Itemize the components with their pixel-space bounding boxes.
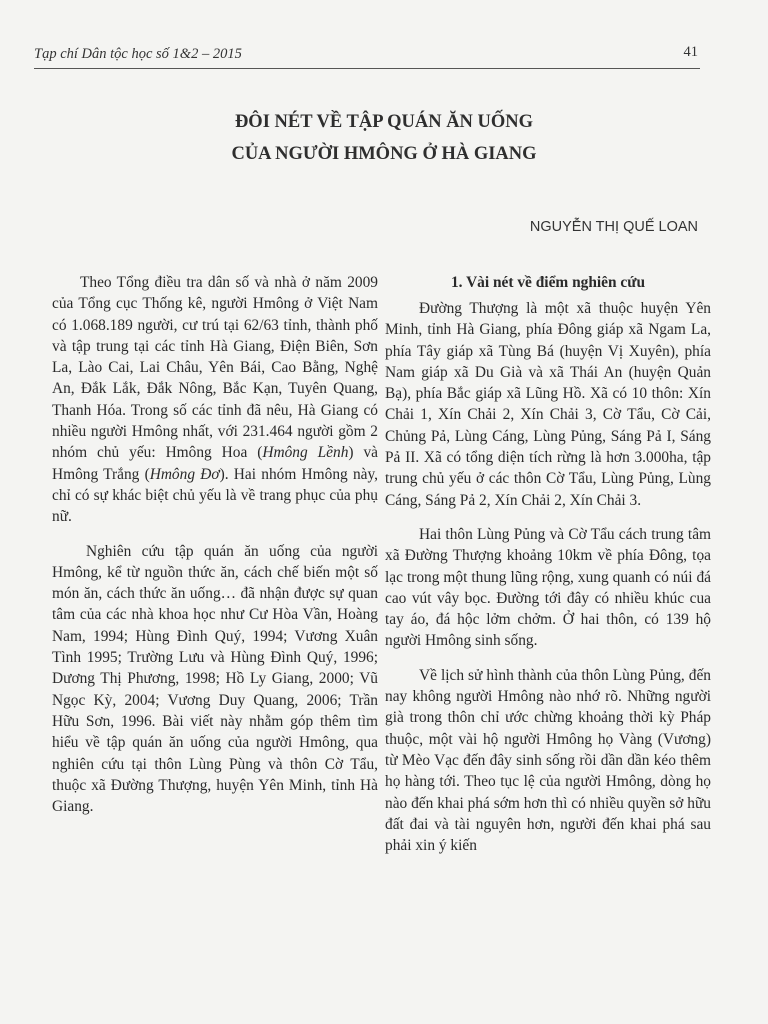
paragraph: Hai thôn Lùng Pủng và Cờ Tẩu cách trung tâm xã Đường Thượng khoảng 10km về phía Đông, tọa lạc trong một thung lũng rộng, xung quanh có núi đá cao vút vây bọc. Đường tới đây có nhiều khúc cua tay áo, đá hộc lởm chởm. Ở hai thôn, có 139 hộ người Hmông sinh sống. — [385, 525, 711, 650]
paragraph: Về lịch sử hình thành của thôn Lùng Pủng, đến nay không người Hmông nào nhớ rõ. Những người già trong thôn chỉ ước chừng khoảng thời kỳ Pháp thuộc, một vài hộ người Hmông họ Vàng (Vương) từ Mèo Vạc đến đây sinh sống rồi dần dần kéo thêm họ hàng tới. Theo tục lệ của người Hmông, dòng họ nào đến khai phá sớm hơn thì có nhiều quyền sở hữu đất đai và tài nguyên hơn, người đến khai phá sau phải xin ý kiến — [385, 666, 711, 855]
author-name: NGUYỄN THỊ QUẾ LOAN — [529, 219, 698, 235]
left-column — [52, 272, 378, 830]
text-run: ). Hai nhóm Hmông này, chỉ có sự khác biệt chủ yếu là về trang phục của phụ nữ. — [52, 465, 379, 526]
italic-term: Hmông Đơ — [149, 465, 220, 483]
italic-term: Hmông Lềnh — [262, 444, 349, 462]
article-title — [0, 106, 768, 170]
title-line-2: CỦA NGƯỜI HMÔNG Ở HÀ GIANG — [231, 144, 537, 164]
journal-name: Tạp chí Dân tộc học số 1&2 – 2015 — [34, 46, 242, 62]
paragraph — [52, 272, 378, 528]
section-heading: 1. Vài nét về điểm nghiên cứu — [450, 274, 646, 291]
paragraph: Nghiên cứu tập quán ăn uống của người Hmông, kể từ nguồn thức ăn, cách chế biến một số món ăn, cách thức ăn uống… đã nhận được sự quan tâm của các nhà khoa học như Cư Hòa Vần, Hoàng Nam, 1994; Hùng Đình Quý, 1994; Vương Xuân Tình 1995; Trường Lưu và Hùng Đình Quý, 1996; Dương Thị Phương, 1998; Hồ Ly Giang, 2000; Vũ Ngọc Kỳ, 2004; Vương Duy Quang, 2006; Trần Hữu Sơn, 1996. Bài viết này nhằm góp thêm tìm hiểu về tập quán ăn uống của người Hmông, qua nghiên cứu tại thôn Lùng Pùng và thôn Cờ Tẩu, thuộc xã Đường Thượng, huyện Yên Minh, tỉnh Hà Giang. — [52, 542, 378, 816]
text-run: Theo Tổng điều tra dân số và nhà ở năm 2009 của Tổng cục Thống kê, người Hmông ở Việt Nam có 1.068.189 người, cư trú tại 62/63 tỉnh, thành phố và tập trung tại các tỉnh Hà Giang, Điện Biên, Sơn La, Lào Cai, Lai Châu, Yên Bái, Cao Bằng, Nghệ An, Đắk Lắk, Đắk Nông, Bắc Kạn, Tuyên Quang, Thanh Hóa. Trong số các tỉnh đã nêu, Hà Giang có nhiều người Hmông nhất, với 231.464 người gồm 2 nhóm chủ yếu: Hmông Hoa ( — [52, 274, 378, 462]
right-column — [385, 272, 711, 869]
page-number: 41 — [683, 44, 698, 60]
title-line-1: ĐÔI NÉT VỀ TẬP QUÁN ĂN UỐNG — [234, 112, 534, 132]
paragraph: Đường Thượng là một xã thuộc huyện Yên Minh, tỉnh Hà Giang, phía Đông giáp xã Ngam La, phía Tây giáp xã Tùng Bá (huyện Vị Xuyên), phía Nam giáp xã Du Già và xã Thái An (huyện Quản Bạ), phía Bắc giáp xã Lũng Hồ. Xã có 10 thôn: Xín Chải 1, Xín Chải 2, Xín Chải 3, Cờ Tẩu, Cờ Cải, Chủng Pả, Lùng Cáng, Lùng Pủng, Sáng Pả I, Sáng Pả II. Xã có tổng diện tích rừng là hơn 3.000ha, tập trung chủ yếu ở các thôn Cờ Tẩu, Lùng Pủng, Lùng Cáng, Sáng Pả 2, Xín Chải 2, Xín Chải 3. — [385, 300, 711, 509]
text-run: ) và Hmông Trắng ( — [52, 444, 378, 483]
running-header — [34, 44, 700, 69]
